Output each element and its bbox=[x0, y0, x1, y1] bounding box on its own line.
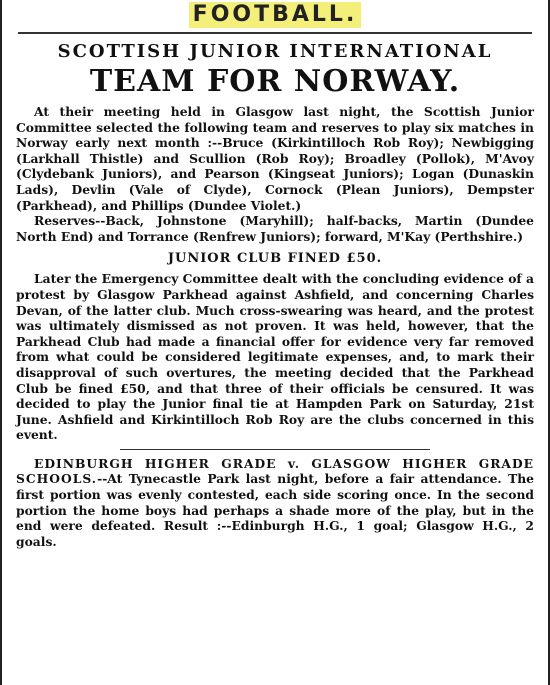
top-rule bbox=[18, 32, 532, 34]
headline-line-1: SCOTTISH JUNIOR INTERNATIONAL bbox=[57, 41, 493, 62]
article-team-body: At their meeting held in Glasgow last night, the Scottish Junior Committee selected the following team and reserves to play six matches in Norway early next month :--Bruce (Kirkintilloch Rob Roy); Newbigging (Larkhall Thistle) and Scullion (Rob Roy); Broadley (Pollok), M'Avoy (Clydebank Juniors), and Pearson (Kingseat Juniors); Logan (Dunaskin Lads), Devlin (Vale of Clyde), Cornock (Plean Juniors), Dempster (Parkhead), and Phillips (Dundee Violet.) bbox=[16, 104, 534, 213]
subhead-club-fined: JUNIOR CLUB FINED £50. bbox=[167, 251, 383, 267]
schools-match-lead: EDINBURGH HIGHER GRADE v. GLASGOW HIGHER GRADE SCHOOLS. bbox=[16, 455, 534, 487]
headline-line-2: TEAM FOR NORWAY. bbox=[89, 64, 461, 99]
schools-match-body: --At Tynecastle Park last night, before a fair attendance. The first portion was evenly contested, each side scoring once. In the second portion the home boys had perhaps a shade more of the play, but in the end were defeated. Result :--Edinburgh H.G., 1 goal; Glasgow H.G., 2 goals. bbox=[16, 471, 534, 549]
article-club-fined-body: Later the Emergency Committee dealt with the concluding evidence of a protest by Glasgow Parkhead against Ashfield, and concerning Charles Devan, of the latter club. Much cross-swearing was heard, and the protest was ultimately dismissed as not proven. It was held, however, that the Parkhead Club had made a financial offer for evidence very far removed from what could be considered legitimate expenses, and, to mark their disapproval of such overtures, the meeting decided that the Parkhead Club be fined £50, and that three of their officials be censured. It was decided to play the Junior final tie at Hampden Park on Saturday, 21st June. Ashfield and Kirkintilloch Rob Roy are the clubs concerned in this event. bbox=[16, 271, 534, 443]
article-team-reserves: Reserves--Back, Johnstone (Maryhill); half-backs, Martin (Dundee North End) and Torrance (Renfrew Juniors); forward, M'Kay (Perthshire.) bbox=[16, 213, 534, 244]
section-kicker: FOOTBALL. bbox=[189, 2, 362, 28]
left-border bbox=[0, 0, 2, 685]
section-kicker-wrap bbox=[0, 0, 550, 32]
article-schools-match bbox=[16, 456, 534, 550]
